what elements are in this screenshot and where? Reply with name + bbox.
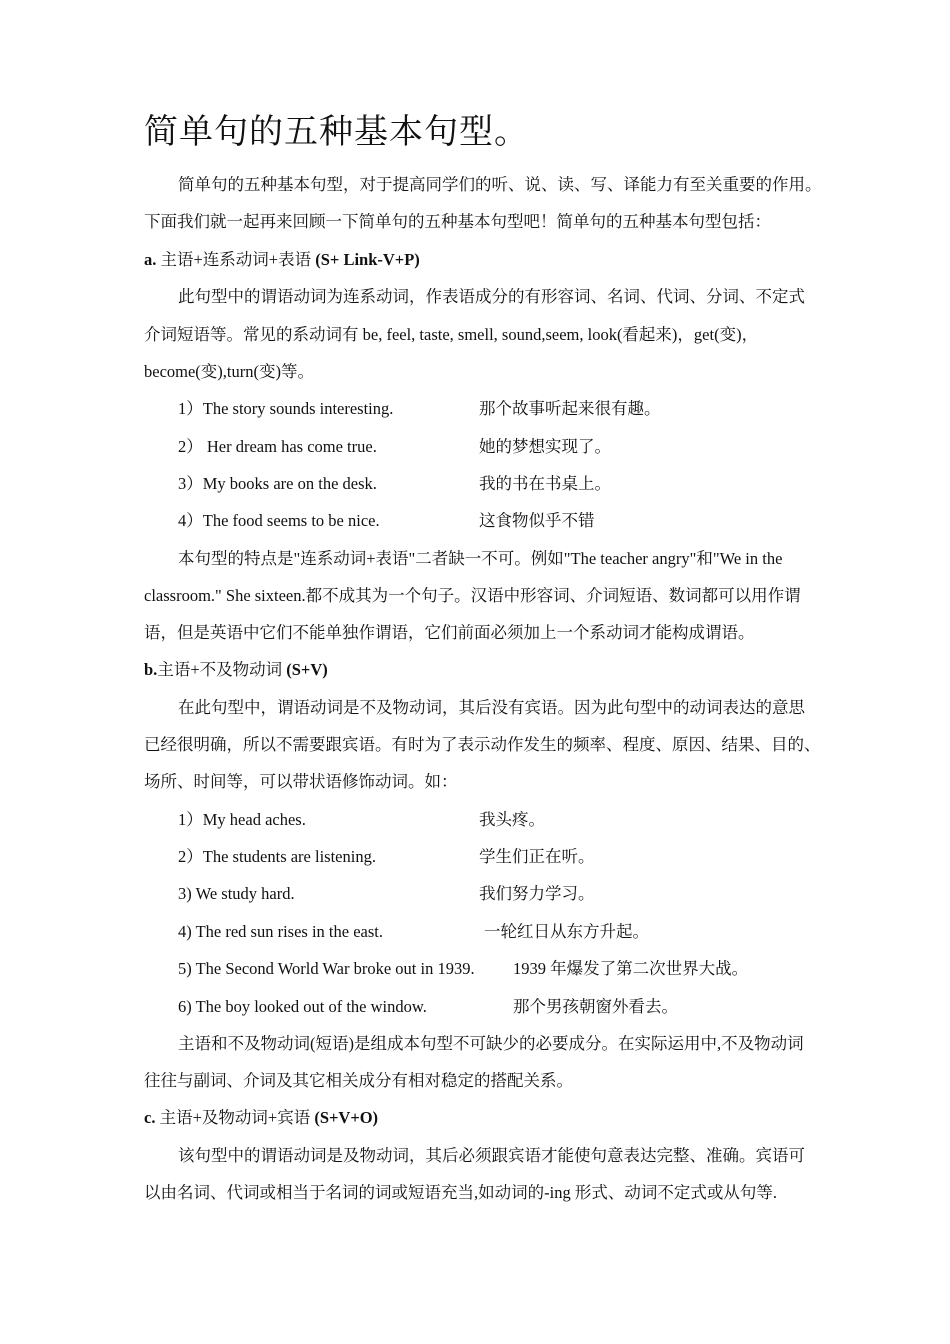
section-a-note: 本句型的特点是"连系动词+表语"二者缺一不可。例如"The teacher angry"和"We in the: [178, 549, 783, 568]
section-a-title: 主语+连系动词+表语: [160, 250, 312, 269]
section-a-desc: 介词短语等。常见的系动词有 be, feel, taste, smell, sound,seem, look(看起来)，get(变)，: [144, 325, 759, 344]
section-c-heading: [144, 1108, 378, 1128]
example-en: 4）The food seems to be nice.: [178, 511, 380, 530]
example-en: 1）My head aches.: [178, 810, 306, 829]
section-c-formula: (S+V+O): [314, 1108, 379, 1127]
example-en: 2） Her dream has come true.: [178, 437, 377, 456]
section-b-heading: [144, 660, 328, 680]
section-c-title: 主语+及物动词+宾语: [159, 1108, 311, 1127]
example-cn: 那个故事听起来很有趣。: [479, 399, 661, 418]
section-c-desc: 该句型中的谓语动词是及物动词，其后必须跟宾语才能使句意表达完整、准确。宾语可: [178, 1146, 805, 1165]
section-a-formula: (S+ Link-V+P): [315, 250, 420, 269]
section-b-desc: 已经很明确，所以不需要跟宾语。有时为了表示动作发生的频率、程度、原因、结果、目的、: [144, 735, 821, 754]
example-en: 5) The Second World War broke out in 1939.: [178, 959, 475, 978]
example-cn: 1939 年爆发了第二次世界大战。: [513, 959, 749, 978]
section-a-note: 语，但是英语中它们不能单独作谓语，它们前面必须加上一个系动词才能构成谓语。: [144, 623, 755, 642]
example-cn: 她的梦想实现了。: [479, 437, 611, 456]
section-b-title: 主语+不及物动词: [157, 660, 283, 679]
example-cn: 我头疼。: [479, 810, 545, 829]
section-a-heading: [144, 250, 420, 270]
example-cn: 一轮红日从东方升起。: [484, 922, 649, 941]
example-en: 6) The boy looked out of the window.: [178, 997, 427, 1016]
example-cn: 这食物似乎不错: [479, 511, 595, 530]
intro-line: 下面我们就一起再来回顾一下简单句的五种基本句型吧！简单句的五种基本句型包括：: [144, 212, 771, 231]
example-en: 2）The students are listening.: [178, 847, 376, 866]
section-a-desc: 此句型中的谓语动词为连系动词，作表语成分的有形容词、名词、代词、分词、不定式: [178, 287, 805, 306]
example-en: 4) The red sun rises in the east.: [178, 922, 383, 941]
section-b-desc: 在此句型中，谓语动词是不及物动词，其后没有宾语。因为此句型中的动词表达的意思: [178, 698, 805, 717]
section-a-label: a.: [144, 250, 157, 269]
section-a-desc: become(变),turn(变)等。: [144, 362, 314, 381]
section-c-desc: 以由名词、代词或相当于名词的词或短语充当,如动词的-ing 形式、动词不定式或从句等.: [144, 1183, 777, 1202]
section-a-note: classroom." She sixteen.都不成其为一个句子。汉语中形容词、介词短语、数词都可以用作谓: [144, 586, 801, 605]
section-c-label: c.: [144, 1108, 156, 1127]
page-title: 简单句的五种基本句型。: [144, 114, 529, 151]
section-b-label: b.: [144, 660, 158, 679]
example-cn: 我的书在书桌上。: [479, 474, 611, 493]
example-cn: 那个男孩朝窗外看去。: [513, 997, 678, 1016]
section-b-formula: (S+V): [286, 660, 328, 679]
example-en: 3）My books are on the desk.: [178, 474, 377, 493]
example-cn: 学生们正在听。: [479, 847, 595, 866]
section-b-note: 主语和不及物动词(短语)是组成本句型不可缺少的必要成分。在实际运用中,不及物动词: [178, 1034, 804, 1053]
section-b-note: 往往与副词、介词及其它相关成分有相对稳定的搭配关系。: [144, 1071, 573, 1090]
example-cn: 我们努力学习。: [479, 884, 595, 903]
intro-line: 简单句的五种基本句型，对于提高同学们的听、说、读、写、译能力有至关重要的作用。: [178, 175, 822, 194]
section-b-desc: 场所、时间等，可以带状语修饰动词。如：: [144, 772, 458, 791]
example-en: 3) We study hard.: [178, 884, 295, 903]
example-en: 1）The story sounds interesting.: [178, 399, 394, 418]
